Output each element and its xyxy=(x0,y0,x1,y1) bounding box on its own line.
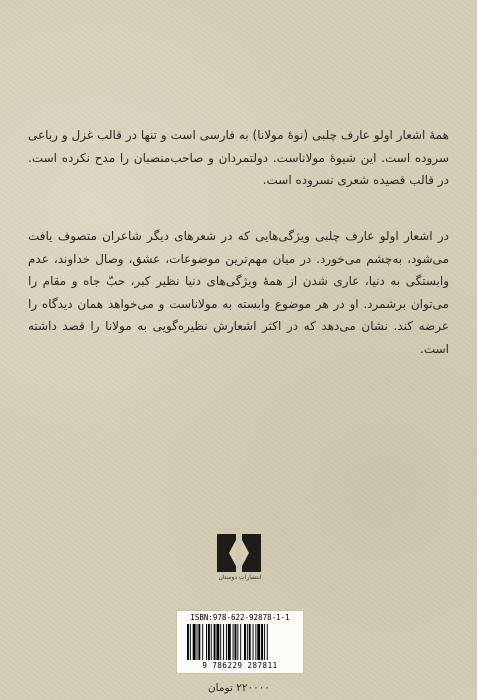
barcode-bar xyxy=(198,624,200,660)
isbn-text: ISBN:978-622-92878-1-1 xyxy=(190,613,290,622)
barcode-bar xyxy=(253,624,254,660)
barcode-bar xyxy=(267,624,268,660)
barcode-bar xyxy=(216,624,219,660)
barcode-bar xyxy=(237,624,238,660)
barcode-bar xyxy=(249,624,251,660)
barcode-bar xyxy=(206,624,207,660)
barcode-bar xyxy=(240,624,241,660)
price-label: ۲۲۰۰۰۰ تومان xyxy=(207,682,271,694)
barcode-bar xyxy=(247,624,248,660)
publisher-logo-icon xyxy=(215,532,263,574)
barcode-bar xyxy=(197,624,198,660)
barcode-bar xyxy=(208,624,210,660)
barcode-bar xyxy=(211,624,212,660)
barcode-bar xyxy=(228,624,231,660)
barcode-bar xyxy=(214,624,216,660)
barcode-bar xyxy=(220,624,221,660)
barcode-bar xyxy=(261,624,263,660)
barcode-bar xyxy=(233,624,234,660)
back-cover-paragraph-1: همهٔ اشعار اولو عارف چلبی (نوهٔ مولانا) به فارسی است و تنها در قالب غزل و رباعی سروده است. این شیوهٔ مولاناست. دولتمردان و صاحب‌منصبان را مدح نکرده است. در قالب قصیده شعری نسروده است. xyxy=(28,128,449,187)
barcode-bar xyxy=(223,624,224,660)
barcode-bar xyxy=(226,624,227,660)
barcode-bar xyxy=(264,624,265,660)
barcode-bar xyxy=(255,624,256,660)
barcode-bars xyxy=(187,624,293,660)
barcode-bar xyxy=(235,624,237,660)
publisher-name: انتشارات دوستان xyxy=(218,574,262,581)
barcode-bar xyxy=(202,624,203,660)
barcode-bar xyxy=(187,624,189,660)
barcode-bar xyxy=(257,624,260,660)
barcode-bar xyxy=(193,624,196,660)
back-cover-paragraph-2: در اشعار اولو عارف چلبی ویژگی‌هایی که در شعرهای دیگر شاعران متصوف یافت می‌شود، به‌چشم می‌خورد. در میان مهم‌ترین موضوعات، عشق، وصال خداوند، عدم وابستگی به دنیا، عاری شدن از همهٔ ویژگی‌های دنیا نظیر کبر، حبّ جاه و مقام را می‌توان برشمرد. او در هر موضوع وابسته به مولاناست و می‌خواهد همان دیدگاه را عرضه کند. نشان می‌دهد که در اکثر اشعارش نظیره‌گویی به مولانا را قصد داشته است. xyxy=(28,229,449,356)
isbn-barcode xyxy=(176,610,304,674)
barcode-digits: 9 786229 287811 xyxy=(202,661,278,670)
barcode-bar xyxy=(190,624,191,660)
barcode-bar xyxy=(244,624,246,660)
